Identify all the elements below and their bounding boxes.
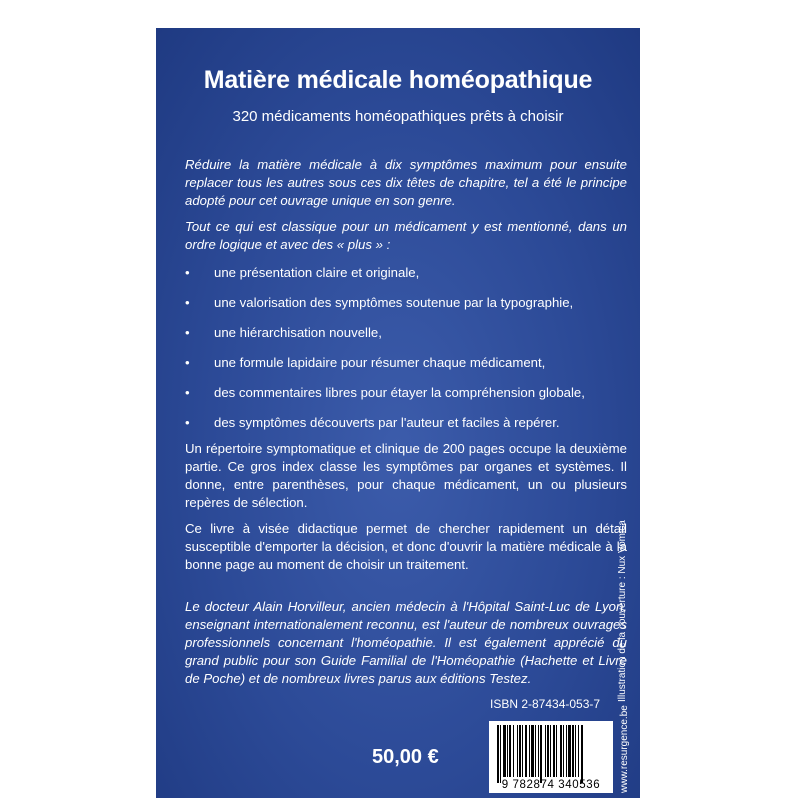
barcode-bar [547, 725, 549, 777]
repertoire-paragraph: Un répertoire symptomatique et clinique de 200 pages occupe la deuxième partie. Ce gros index classe les symptômes par organes et systèmes. Il donne, entre parenthèses, pour chaque médicament, un ou plusieurs repères de sélection. [185, 441, 627, 510]
barcode-bar [517, 725, 518, 777]
bullet-text: une hiérarchisation nouvelle, [214, 325, 382, 340]
price: 50,00 € [372, 746, 439, 768]
illustration-credit: Illustration de la couverture : Nux Vomica [617, 520, 628, 702]
bullet-marker: • [185, 415, 190, 430]
barcode-bar [581, 725, 583, 783]
barcode-bar [522, 725, 523, 777]
barcode [489, 721, 613, 793]
bullet-marker: • [185, 355, 190, 370]
barcode-bar [507, 725, 508, 777]
barcode-bar [560, 725, 562, 777]
bullet-marker: • [185, 295, 190, 310]
barcode-bar [519, 725, 521, 777]
book-title: Matière médicale homéopathique [203, 66, 593, 94]
bullet-marker: • [185, 385, 190, 400]
barcode-bar [575, 725, 576, 777]
barcode-bar [568, 725, 571, 777]
barcode-bar [566, 725, 567, 777]
bullet-text: une formule lapidaire pour résumer chaque médicament, [214, 355, 546, 370]
back-cover [156, 28, 640, 798]
bullet-marker: • [185, 265, 190, 280]
barcode-bar [550, 725, 551, 777]
website: www.resurgence.be [619, 705, 630, 793]
bullet-text: une présentation claire et originale, [214, 265, 420, 280]
barcode-bar [556, 725, 557, 777]
barcode-bar [553, 725, 555, 777]
barcode-bar [545, 725, 546, 777]
bullet-text: une valorisation des symptômes soutenue par la typographie, [214, 295, 574, 310]
barcode-bar [540, 725, 542, 783]
barcode-bar [503, 725, 506, 777]
barcode-bar [509, 725, 511, 777]
barcode-bar [572, 725, 574, 777]
bullet-text: des commentaires libres pour étayer la compréhension globale, [214, 385, 585, 400]
barcode-number: 9 782874 340536 [501, 779, 601, 791]
barcode-bar [563, 725, 564, 777]
barcode-bar [531, 725, 534, 777]
author-paragraph: Le docteur Alain Horvilleur, ancien médecin à l'Hôpital Saint-Luc de Lyon, enseignant internationalement reconnu, est l'auteur de nombreux ouvrages professionnels concernant l'homéopathie. Il est également apprécié du grand public pour son Guide Familial de l'Homéopathie (Hachette et Livre de Poche) et de nombreux livres parus aux éditions Testez. [185, 599, 627, 686]
barcode-bar [529, 725, 530, 777]
barcode-bar [578, 725, 579, 777]
barcode-bar [500, 725, 501, 783]
classic-paragraph: Tout ce qui est classique pour un médicament y est mentionné, dans un ordre logique et avec des « plus » : [185, 219, 627, 252]
didactic-paragraph: Ce livre à visée didactique permet de chercher rapidement un détail susceptible d'emporter la décision, et donc d'ouvrir la matière médicale à la bonne page au moment de choisir un traitement. [185, 521, 627, 572]
intro-paragraph: Réduire la matière médicale à dix symptômes maximum pour ensuite replacer tous les autres sous ces dix têtes de chapitre, tel a été le principe adopté pour cet ouvrage unique en son genre. [185, 157, 627, 208]
barcode-bar [538, 725, 539, 777]
barcode-bar [525, 725, 527, 777]
bullet-text: des symptômes découverts par l'auteur et faciles à repérer. [214, 415, 560, 430]
barcode-bar [497, 725, 499, 783]
barcode-bar [513, 725, 514, 777]
isbn: ISBN 2-87434-053-7 [490, 697, 601, 711]
book-subtitle: 320 médicaments homéopathiques prêts à choisir [232, 108, 564, 125]
barcode-bar [535, 725, 536, 777]
bullet-marker: • [185, 325, 190, 340]
